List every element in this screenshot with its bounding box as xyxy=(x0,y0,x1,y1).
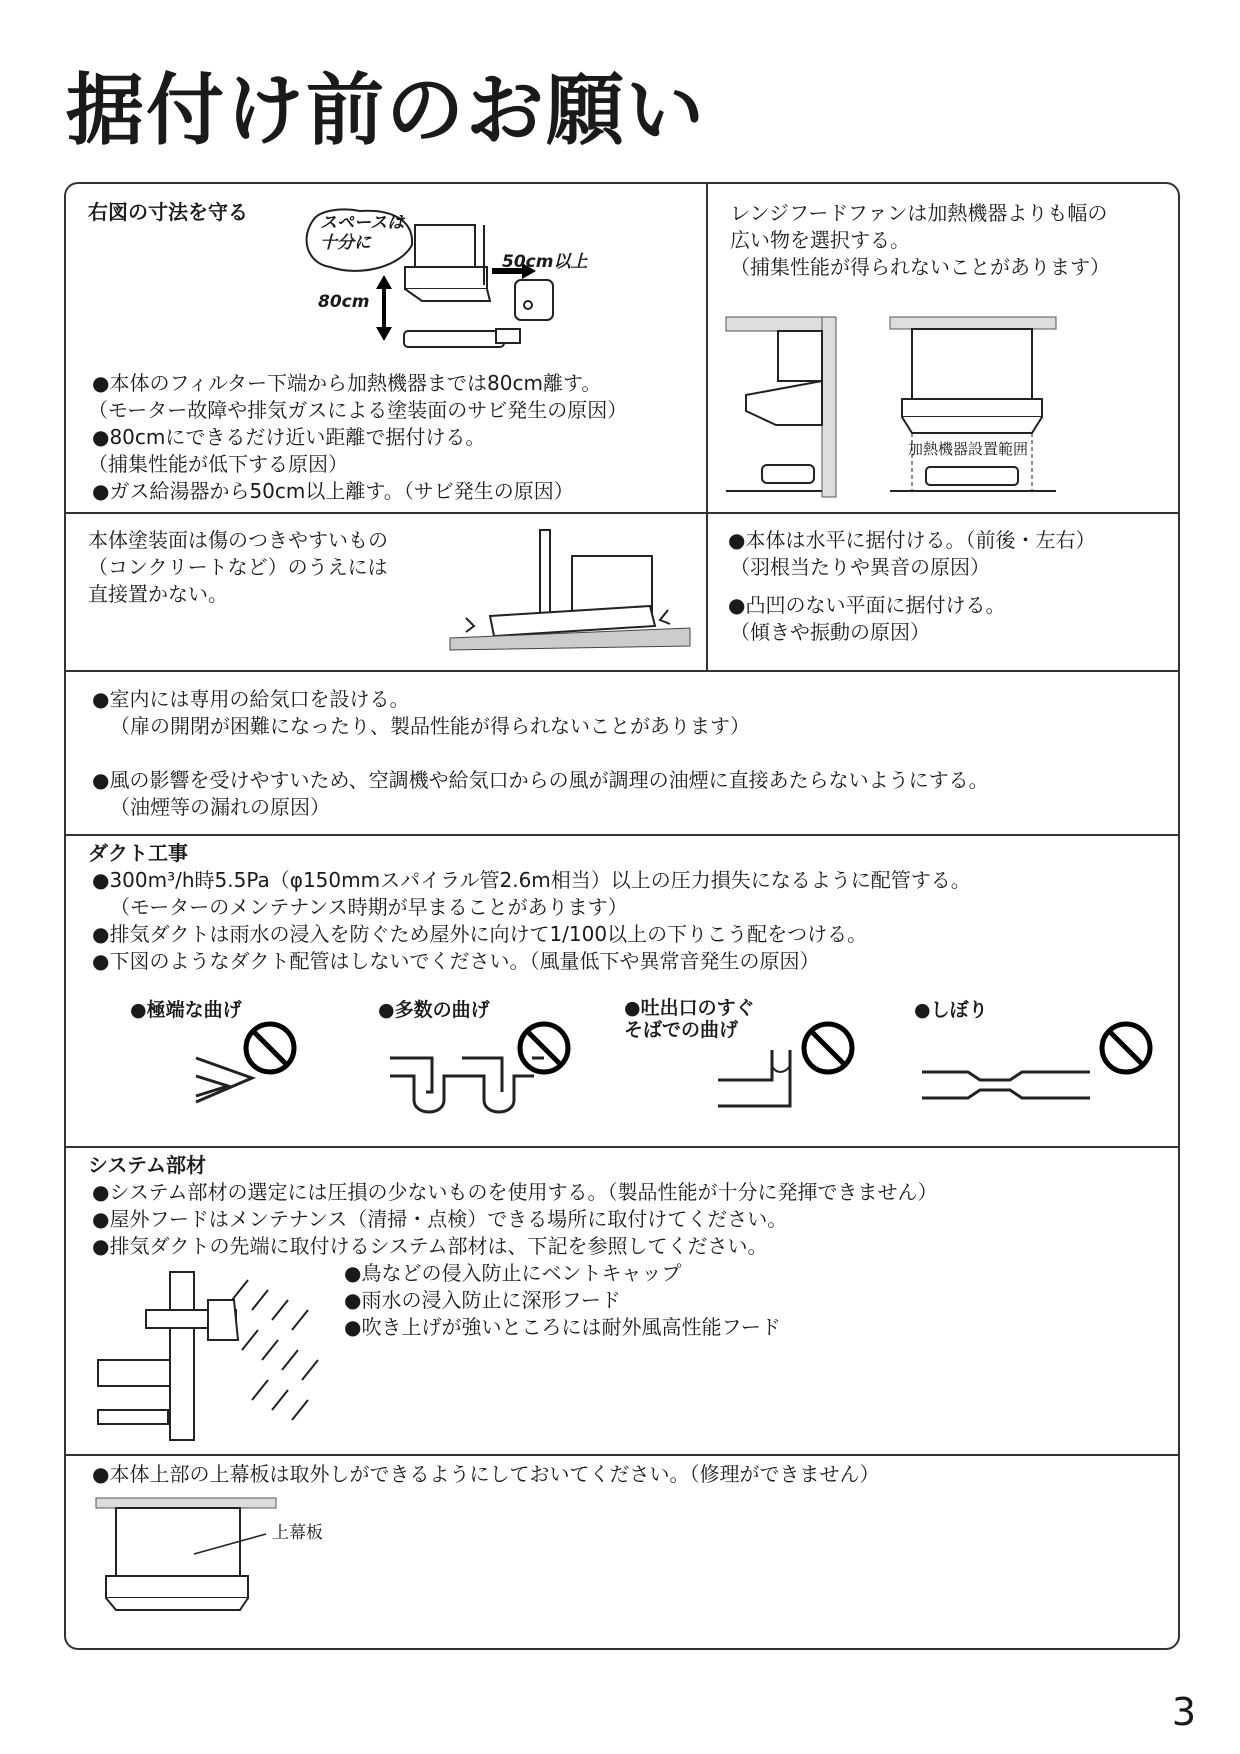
divider xyxy=(64,670,1178,672)
ng-label: ●極端な曲げ xyxy=(130,999,242,1021)
sec4-line: （傾きや振動の原因） xyxy=(730,620,930,644)
divider-vertical xyxy=(706,184,708,670)
sec1-line: （捕集性能が低下する原因） xyxy=(88,452,348,476)
hood-width-figure xyxy=(726,315,1056,495)
upper-panel-label: 上幕板 xyxy=(272,1523,323,1543)
upper-panel-figure xyxy=(96,1496,276,1616)
sec7-line: ●排気ダクトの先端に取付けるシステム部材は、下記を参照してください。 xyxy=(92,1234,768,1258)
sec1-line: ●本体のフィルター下端から加熱機器までは80cm離す。 xyxy=(92,371,602,395)
sec7-line: ●屋外フードはメンテナンス（清掃・点検）できる場所に取付けてください。 xyxy=(92,1207,788,1231)
page-title: 据付け前のお願い xyxy=(66,66,707,156)
sec6-line: ●300m³/h時5.5Pa（φ150mmスパイラル管2.6m相当）以上の圧力損失になるように配管する。 xyxy=(92,868,971,892)
clearance-80cm-label: 80cm xyxy=(318,292,370,312)
divider xyxy=(64,834,1178,836)
sec2-line: 広い物を選択する。 xyxy=(730,228,910,252)
constriction-figure xyxy=(920,1020,1160,1120)
divider xyxy=(64,1454,1178,1456)
ng-label: ●吐出口のすぐ そばでの曲げ xyxy=(624,997,755,1041)
divider xyxy=(64,512,1178,514)
sec1-line: （モーター故障や排気ガスによる塗装面のサビ発生の原因） xyxy=(88,398,628,422)
sec5-line: ●室内には専用の給気口を設ける。 xyxy=(92,687,410,711)
sec3-line: 本体塗装面は傷のつきやすいもの xyxy=(88,528,388,552)
hood-floor-figure xyxy=(450,520,690,650)
multiple-bends-figure xyxy=(384,1020,574,1120)
sec1-line: ●80cmにできるだけ近い距離で据付ける。 xyxy=(92,425,486,449)
sec1-line: ●ガス給湯器から50cm以上離す。（サビ発生の原因） xyxy=(92,479,574,503)
ng-label: ●多数の曲げ xyxy=(378,999,490,1021)
sec2-line: （捕集性能が得られないことがあります） xyxy=(730,255,1110,279)
sec1-heading: 右図の寸法を守る xyxy=(88,200,248,224)
sec4-line: （羽根当たりや異音の原因） xyxy=(730,555,990,579)
sec6-line: （モーターのメンテナンス時期が早まることがあります） xyxy=(110,895,628,919)
page-number: 3 xyxy=(1171,1690,1196,1734)
sharp-bend-figure xyxy=(190,1020,300,1120)
divider xyxy=(64,1146,1178,1148)
sec6-heading: ダクト工事 xyxy=(88,841,188,865)
ng-label: ●しぼり xyxy=(914,999,988,1021)
sec7-line: ●システム部材の選定には圧損の少ないものを使用する。（製品性能が十分に発揮できません） xyxy=(92,1180,938,1204)
heating-range-label: 加熱機器設置範囲 xyxy=(908,440,1029,458)
sec6-line: ●排気ダクトは雨水の浸入を防ぐため屋外に向けて1/100以上の下りこう配をつける。 xyxy=(92,922,868,946)
outdoor-hood-figure xyxy=(78,1270,328,1440)
sec3-line: （コンクリートなど）のうえには xyxy=(88,555,388,579)
clearance-50cm-label: 50cm以上 xyxy=(502,252,588,272)
sec8-line: ●本体上部の上幕板は取外しができるようにしておいてください。（修理ができません） xyxy=(92,1462,880,1486)
sec4-line: ●本体は水平に据付ける。（前後・左右） xyxy=(728,528,1096,552)
sec5-line: ●風の影響を受けやすいため、空調機や給気口からの風が調理の油煙に直接あたらないようにする。 xyxy=(92,768,989,792)
bend-near-outlet-figure xyxy=(716,1020,856,1120)
sec2-line: レンジフードファンは加熱機器よりも幅の xyxy=(730,201,1108,225)
sec7-sub: ●鳥などの侵入防止にベントキャップ xyxy=(344,1261,682,1285)
sec4-line: ●凸凹のない平面に据付ける。 xyxy=(728,593,1006,617)
sec6-line: ●下図のようなダクト配管はしないでください。（風量低下や異常音発生の原因） xyxy=(92,949,820,973)
sec7-sub: ●雨水の浸入防止に深形フード xyxy=(344,1288,621,1312)
sec7-sub: ●吹き上げが強いところには耐外風高性能フード xyxy=(344,1315,781,1339)
sec3-line: 直接置かない。 xyxy=(88,582,228,606)
sec5-line: （扉の開閉が困難になったり、製品性能が得られないことがあります） xyxy=(110,714,750,738)
sec5-line: （油煙等の漏れの原因） xyxy=(110,795,330,819)
space-label: スペースは 十分に xyxy=(320,213,405,253)
sec7-heading: システム部材 xyxy=(88,1153,206,1177)
